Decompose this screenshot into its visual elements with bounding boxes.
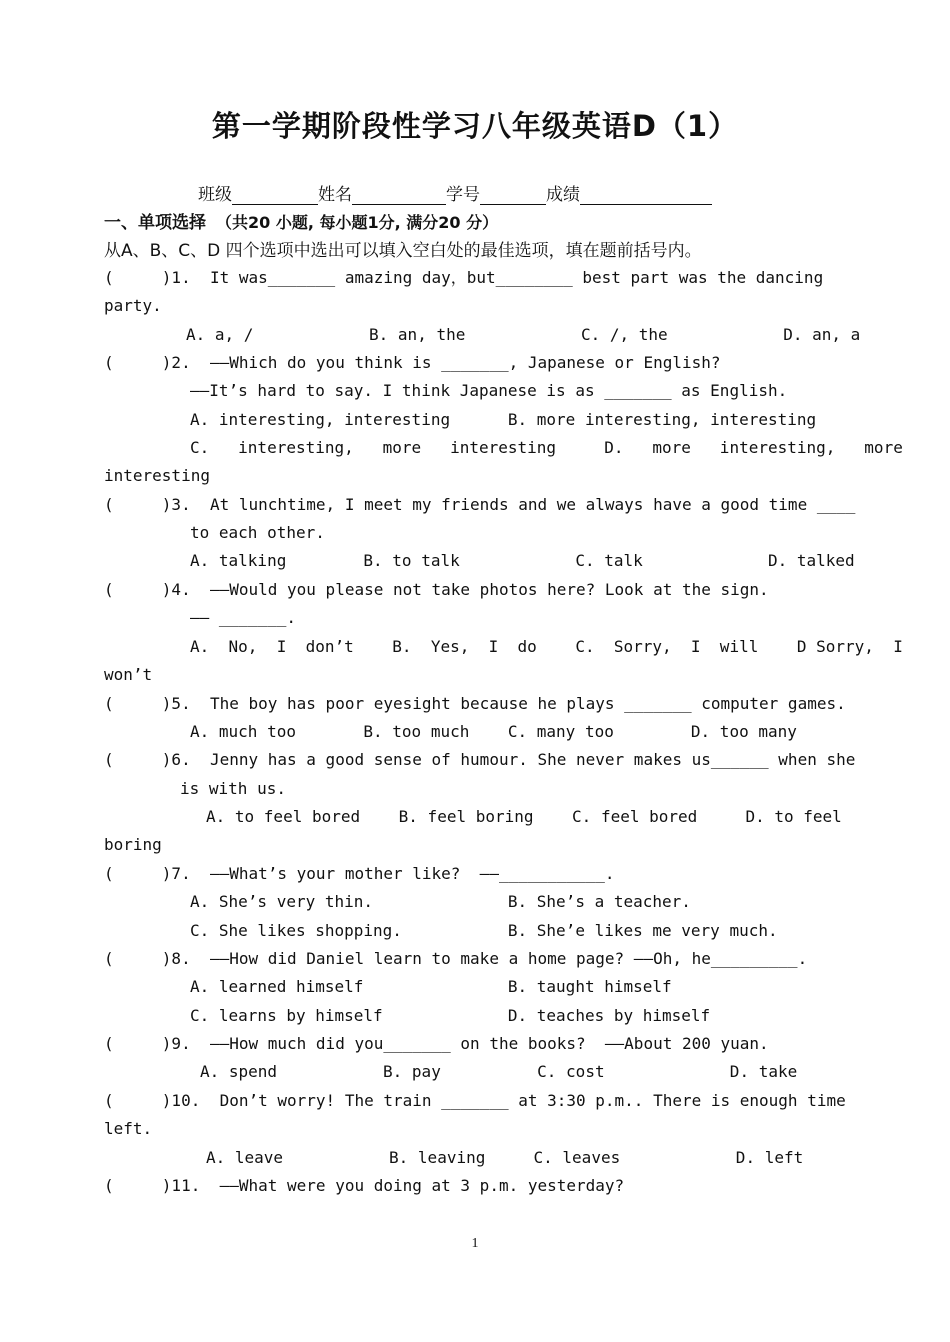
question-2-options: C. interesting, more interesting D. more interesting, more [190,438,903,457]
question-8-options: A. learned himself B. taught himself [190,977,672,996]
question-8: ( )8. ——How did Daniel learn to make a home page? ——Oh, he_________. [104,949,808,968]
class-label: 班级 [198,185,232,205]
name-label: 姓名 [318,185,352,205]
question-4-options: A. No, I don’t B. Yes, I do C. Sorry, I will D Sorry, I [190,637,903,656]
question-5-options: A. much too B. too much C. many too D. too many [190,722,797,741]
question-11: ( )11. ——What were you doing at 3 p.m. yesterday? [104,1176,625,1195]
question-2-options-cont: interesting [104,466,210,485]
section-note: （共20 小题, 每小题1分, 满分20 分） [216,213,499,232]
question-6-options-cont: boring [104,835,162,854]
question-9: ( )9. ——How much did you_______ on the books? ——About 200 yuan. [104,1034,769,1053]
question-7-options: C. She likes shopping. B. She’e likes me very much. [190,921,778,940]
question-4-options-cont: won’t [104,665,153,684]
question-1-cont: party. [104,296,162,315]
page-title: 第一学期阶段性学习八年级英语D（1） [211,109,739,143]
question-3-cont: to each other. [190,523,325,542]
question-1-options: A. a, / B. an, the C. /, the D. an, a [186,325,861,344]
score-blank[interactable] [580,186,712,205]
question-6: ( )6. Jenny has a good sense of humour. She never makes us______ when she [104,750,856,769]
name-blank[interactable] [352,186,446,205]
number-blank[interactable] [480,186,546,205]
section-title: 一、单项选择 [104,213,206,233]
page-number: 1 [471,1236,479,1251]
question-7-options: A. She’s very thin. B. She’s a teacher. [190,892,691,911]
question-1: ( )1. It was_______ amazing day，but________ best part was the dancing [104,268,824,287]
instruction: 从A、B、C、D 四个选项中选出可以填入空白处的最佳选项，填在题前括号内。 [104,241,702,261]
question-7: ( )7. ——What’s your mother like? ——___________. [104,864,615,883]
question-3: ( )3. At lunchtime, I meet my friends and we always have a good time ____ [104,495,856,514]
question-6-options: A. to feel bored B. feel boring C. feel bored D. to feel [206,807,842,826]
question-10: ( )10. Don’t worry! The train _______ at 3:30 p.m.. There is enough time [104,1091,846,1110]
number-label: 学号 [446,185,480,205]
question-9-options: A. spend B. pay C. cost D. take [200,1062,798,1081]
student-info-row [198,180,712,205]
question-2-cont: ——It’s hard to say. I think Japanese is as _______ as English. [190,381,788,400]
question-2: ( )2. ——Which do you think is _______, Japanese or English? [104,353,721,372]
question-5: ( )5. The boy has poor eyesight because he plays _______ computer games. [104,694,846,713]
score-label: 成绩 [546,185,580,205]
question-10-cont: left. [104,1119,153,1138]
question-4: ( )4. ——Would you please not take photos here? Look at the sign. [104,580,769,599]
question-6-cont: is with us. [180,779,286,798]
section-heading [104,208,498,233]
question-2-options: A. interesting, interesting B. more interesting, interesting [190,410,817,429]
question-4-cont: —— _______. [190,608,296,627]
question-10-options: A. leave B. leaving C. leaves D. left [206,1148,804,1167]
question-8-options: C. learns by himself D. teaches by himself [190,1006,711,1025]
class-blank[interactable] [232,186,318,205]
question-3-options: A. talking B. to talk C. talk D. talked [190,551,855,570]
